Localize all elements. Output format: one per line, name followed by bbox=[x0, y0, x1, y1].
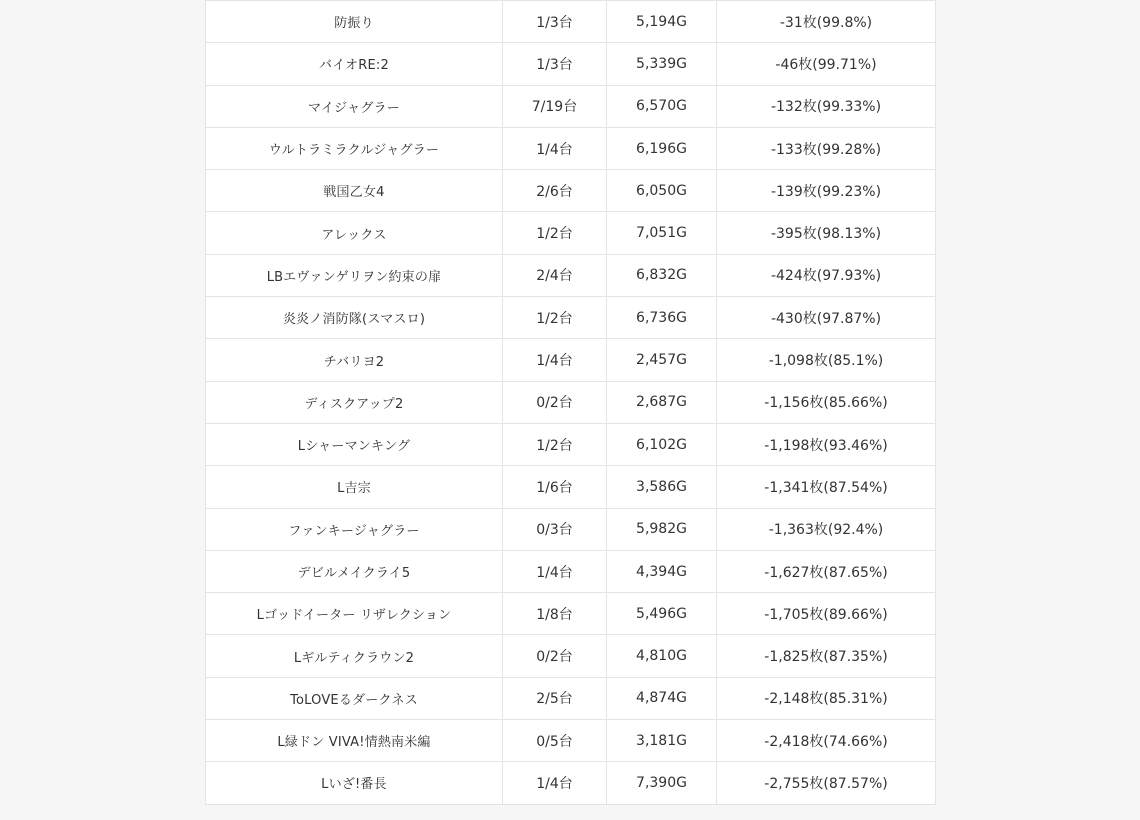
result-cell: -133枚(99.28%) bbox=[717, 127, 936, 169]
machine-count-cell: 0/3台 bbox=[503, 508, 607, 550]
game-count-cell: 5,982G bbox=[607, 508, 717, 550]
machine-name-cell: チバリヨ2 bbox=[206, 339, 503, 381]
game-count-cell: 3,181G bbox=[607, 720, 717, 762]
result-cell: -1,098枚(85.1%) bbox=[717, 339, 936, 381]
machine-name-cell: ディスクアップ2 bbox=[206, 381, 503, 423]
machine-count-cell: 2/4台 bbox=[503, 254, 607, 296]
result-cell: -2,418枚(74.66%) bbox=[717, 720, 936, 762]
machine-count-cell: 1/2台 bbox=[503, 423, 607, 465]
machine-count-cell: 0/2台 bbox=[503, 381, 607, 423]
game-count-cell: 6,736G bbox=[607, 297, 717, 339]
machine-count-cell: 2/6台 bbox=[503, 170, 607, 212]
machine-name-cell: Lゴッドイーター リザレクション bbox=[206, 593, 503, 635]
machine-results-table bbox=[205, 0, 936, 805]
machine-name-cell: 炎炎ノ消防隊(スマスロ) bbox=[206, 297, 503, 339]
table-row bbox=[206, 1, 936, 43]
result-cell: -1,825枚(87.35%) bbox=[717, 635, 936, 677]
machine-count-cell: 0/2台 bbox=[503, 635, 607, 677]
machine-count-cell: 1/6台 bbox=[503, 466, 607, 508]
table-row bbox=[206, 43, 936, 85]
table-row bbox=[206, 127, 936, 169]
game-count-cell: 6,102G bbox=[607, 423, 717, 465]
machine-count-cell: 1/2台 bbox=[503, 297, 607, 339]
game-count-cell: 6,050G bbox=[607, 170, 717, 212]
game-count-cell: 6,832G bbox=[607, 254, 717, 296]
result-cell: -132枚(99.33%) bbox=[717, 85, 936, 127]
machine-name-cell: ファンキージャグラー bbox=[206, 508, 503, 550]
result-cell: -1,705枚(89.66%) bbox=[717, 593, 936, 635]
machine-name-cell: Lいざ!番長 bbox=[206, 762, 503, 804]
result-cell: -139枚(99.23%) bbox=[717, 170, 936, 212]
result-cell: -395枚(98.13%) bbox=[717, 212, 936, 254]
result-cell: -2,148枚(85.31%) bbox=[717, 677, 936, 719]
table-row bbox=[206, 85, 936, 127]
machine-name-cell: アレックス bbox=[206, 212, 503, 254]
game-count-cell: 7,051G bbox=[607, 212, 717, 254]
machine-results-table-wrapper bbox=[205, 0, 935, 805]
table-row bbox=[206, 677, 936, 719]
result-cell: -31枚(99.8%) bbox=[717, 1, 936, 43]
game-count-cell: 5,339G bbox=[607, 43, 717, 85]
machine-count-cell: 1/3台 bbox=[503, 1, 607, 43]
table-row bbox=[206, 508, 936, 550]
table-row bbox=[206, 381, 936, 423]
table-row bbox=[206, 297, 936, 339]
table-row bbox=[206, 720, 936, 762]
machine-count-cell: 7/19台 bbox=[503, 85, 607, 127]
machine-count-cell: 0/5台 bbox=[503, 720, 607, 762]
machine-count-cell: 1/4台 bbox=[503, 339, 607, 381]
machine-name-cell: ウルトラミラクルジャグラー bbox=[206, 127, 503, 169]
table-body bbox=[206, 1, 936, 805]
machine-count-cell: 1/4台 bbox=[503, 550, 607, 592]
machine-count-cell: 1/2台 bbox=[503, 212, 607, 254]
game-count-cell: 2,687G bbox=[607, 381, 717, 423]
result-cell: -1,156枚(85.66%) bbox=[717, 381, 936, 423]
machine-name-cell: L吉宗 bbox=[206, 466, 503, 508]
table-row bbox=[206, 593, 936, 635]
table-row bbox=[206, 635, 936, 677]
table-row bbox=[206, 339, 936, 381]
game-count-cell: 5,194G bbox=[607, 1, 717, 43]
game-count-cell: 2,457G bbox=[607, 339, 717, 381]
machine-name-cell: 防振り bbox=[206, 1, 503, 43]
table-row bbox=[206, 254, 936, 296]
game-count-cell: 4,810G bbox=[607, 635, 717, 677]
game-count-cell: 7,390G bbox=[607, 762, 717, 804]
table-row bbox=[206, 423, 936, 465]
table-row bbox=[206, 762, 936, 804]
game-count-cell: 4,394G bbox=[607, 550, 717, 592]
result-cell: -424枚(97.93%) bbox=[717, 254, 936, 296]
game-count-cell: 6,196G bbox=[607, 127, 717, 169]
result-cell: -1,198枚(93.46%) bbox=[717, 423, 936, 465]
table-row bbox=[206, 170, 936, 212]
result-cell: -1,341枚(87.54%) bbox=[717, 466, 936, 508]
machine-name-cell: マイジャグラー bbox=[206, 85, 503, 127]
machine-name-cell: LBエヴァンゲリヲン約束の扉 bbox=[206, 254, 503, 296]
game-count-cell: 6,570G bbox=[607, 85, 717, 127]
machine-name-cell: ToLOVEるダークネス bbox=[206, 677, 503, 719]
machine-count-cell: 1/3台 bbox=[503, 43, 607, 85]
game-count-cell: 4,874G bbox=[607, 677, 717, 719]
table-row bbox=[206, 466, 936, 508]
result-cell: -1,363枚(92.4%) bbox=[717, 508, 936, 550]
machine-name-cell: Lシャーマンキング bbox=[206, 423, 503, 465]
machine-name-cell: デビルメイクライ5 bbox=[206, 550, 503, 592]
game-count-cell: 5,496G bbox=[607, 593, 717, 635]
machine-name-cell: L緑ドン VIVA!情熱南米編 bbox=[206, 720, 503, 762]
table-row bbox=[206, 212, 936, 254]
machine-count-cell: 2/5台 bbox=[503, 677, 607, 719]
machine-count-cell: 1/4台 bbox=[503, 762, 607, 804]
result-cell: -430枚(97.87%) bbox=[717, 297, 936, 339]
game-count-cell: 3,586G bbox=[607, 466, 717, 508]
table-row bbox=[206, 550, 936, 592]
machine-name-cell: バイオRE:2 bbox=[206, 43, 503, 85]
result-cell: -1,627枚(87.65%) bbox=[717, 550, 936, 592]
machine-count-cell: 1/8台 bbox=[503, 593, 607, 635]
machine-name-cell: 戦国乙女4 bbox=[206, 170, 503, 212]
result-cell: -2,755枚(87.57%) bbox=[717, 762, 936, 804]
result-cell: -46枚(99.71%) bbox=[717, 43, 936, 85]
machine-name-cell: Lギルティクラウン2 bbox=[206, 635, 503, 677]
machine-count-cell: 1/4台 bbox=[503, 127, 607, 169]
